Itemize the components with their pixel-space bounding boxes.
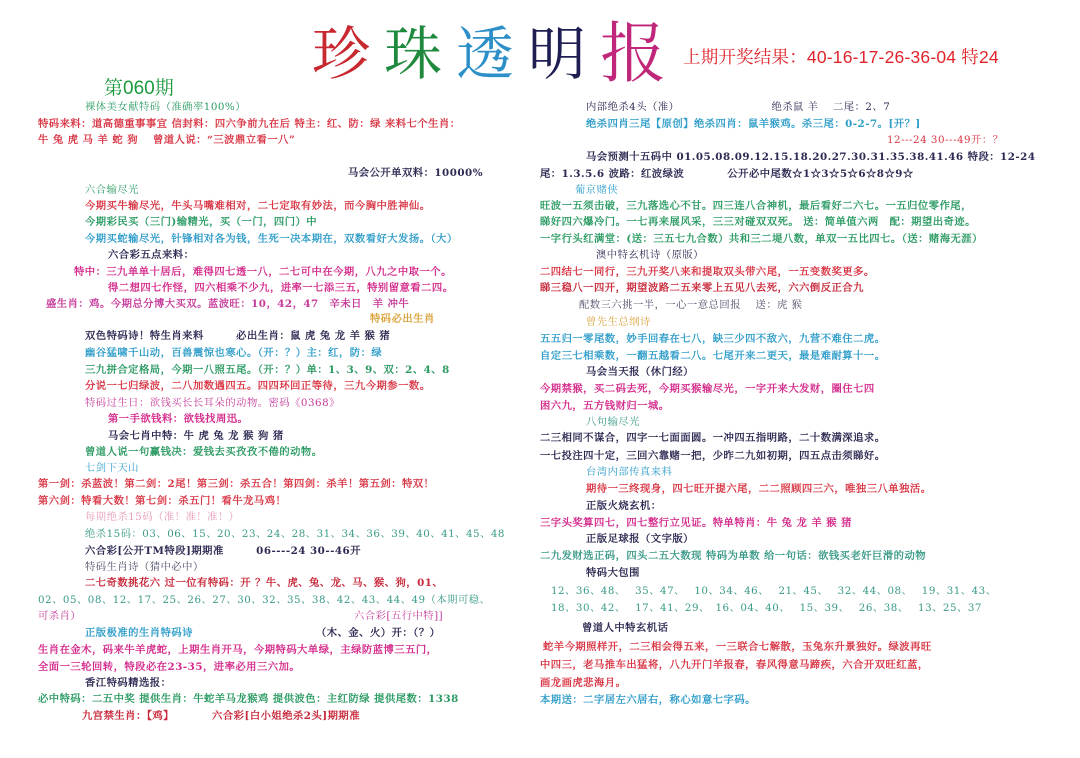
text-line: 曾道人中特玄机话 [582, 622, 669, 634]
text-line: 每期绝杀15码（准！准！准！） [85, 511, 240, 523]
text-line: 今期买蛇输尽光，针锋相对各为钱，生死一决本期在，双数看好大发扬。（大） [85, 233, 458, 245]
text-line: 旺波一五须击破，三九落选心不甘。四三连八合神机，最后看好二六七。一五归位零作尾， [540, 200, 972, 212]
text-line: 曾道人说一句赢钱决：爱钱去买孜孜不倦的动物。 [85, 446, 323, 458]
text-line: 中四三，老马推车出猛将，八九开门羊报春，春风得意马蹄疾，六合开双旺红蓝， [540, 659, 929, 671]
text-line: 澳中特玄机诗（原版） [596, 249, 704, 261]
text-line: 三九拼合定格局，今期一八照五尾。（开：？）单：1、3、9、双：2、4、8 [85, 364, 450, 376]
text-line: 自定三七相乘数，一翻五越看二八。七尾开来二更天，最是难耐算十一。 [540, 350, 886, 362]
text-line: 必中特码：二五中奖 提供生肖：牛蛇羊马龙猴鸡 提供波色：主红防绿 提供尾数：1338 [38, 693, 459, 705]
text-line: 全面一三轮回转，特段必在23-35，进率必用三六加。 [38, 661, 301, 673]
text-line: 香江特码精选报： [85, 677, 172, 689]
text-line: 一字行头红满堂：(送：三五七九合数）共和三二堤八数，单双一五比四七。（送：赌海无涯） [540, 233, 983, 245]
title-char-2: 珠 [384, 20, 443, 88]
text-line: 幽谷猛啸千山动，百兽震惊也寒心。（开：？）主：红，防：绿 [85, 347, 383, 359]
text-line: 困六九，五方钱财归一城。 [540, 400, 670, 412]
text-line: 12---24 30---49开：？ [887, 134, 1004, 146]
text-line: 蛇羊今期照样开，二三相会得五来，一三联合七解散，玉兔东升景独好。绿波再旺 [543, 641, 932, 653]
text-line: 正版极准的生肖特码诗 [85, 627, 193, 639]
title-char-3: 透 [456, 20, 515, 88]
text-line: 盛生肖：鸡。今期总分博大买双。蓝波旺：10，42，47 辛未日 羊 冲牛 [46, 298, 410, 310]
text-line: 内部绝杀4头（准） 绝杀鼠 羊 二尾：2、7 [586, 101, 891, 113]
text-line: 葡京赌侠 [575, 184, 619, 196]
text-line: 睇好四六爆冷门。一七再来展风采，三三对碰双双死。 送：简单值六两 配：期望出奇迹。 [540, 216, 976, 228]
text-line: 正版足球报（文字版） [586, 533, 694, 545]
text-line: 绝杀15码：03、06、15、20、23、24、28、31、34、36、39、40、41、45、48 [85, 528, 505, 540]
title-char-1: 珍 [312, 20, 371, 88]
text-line: 18、30、42、 17、41、29、 16、04、40、 15、39、 26、38、 13、25、37 [551, 602, 982, 614]
text-line: 六合输尽光 [85, 184, 139, 196]
text-line: 二四结七一同行，三九开奖八来和提取双头带六尾，一五变数奖更多。 [540, 266, 875, 278]
text-line: 特码大包围 [586, 567, 640, 579]
text-line: 二三相同不谋合，四字一七面面圆。一冲四五指明路，二十数满深追求。 [540, 432, 886, 444]
text-line: 尾：1.3.5.6 波路：红波绿波 公开必中尾数☆1☆3☆5☆6☆8☆9☆ [540, 168, 914, 180]
text-line: 六合彩[公开TM特段]期期准 06----24 30--46开 [85, 545, 362, 557]
text-line: 得二想四七作怪，四六相乘不少九，进率一七添三五，特别留意看二四。 [108, 282, 454, 294]
text-line: 三字头奖算四七，四七整行立见证。特单特肖：牛 兔 龙 羊 猴 猪 [540, 517, 852, 529]
masthead-title [312, 15, 667, 92]
text-line: 可杀肖） [38, 610, 82, 622]
text-line: 台湾内部传真来料 [586, 466, 673, 478]
text-line: （木、金、火）开：（？） [316, 627, 441, 639]
text-line: 第一手欲钱料：欲钱找周迅。 [108, 413, 249, 425]
text-line: 正版火烧玄机： [586, 500, 662, 512]
text-line: 特码生肖诗（猜中必中） [85, 561, 204, 573]
text-line: 今期彩民买（三门)输精光，买（一门，四门）中 [85, 216, 318, 228]
text-line: 特中：三九单单十居后，难得四七透一八，二七可中在今期，八九之中取一个。 [74, 266, 452, 278]
title-char-4: 明 [528, 20, 587, 88]
text-line: 本期送：二字居左六居右，称心如意七字码。 [540, 694, 756, 706]
text-line: 牛 兔 虎 马 羊 蛇 狗 曾道人说：“三波鼎立看一八” [38, 134, 296, 146]
text-line: 今期禁猴，买二码去死，今期买猴输尽光，一字开来大发财，圈住七四 [540, 383, 875, 395]
text-line: 六合彩五点来料： [108, 249, 195, 261]
text-line: 02、05、08、12、17、25、26、27、30、32、35、38、42、43、44、49（本期可稳、 [38, 594, 491, 606]
text-line: 今期买牛输尽光，牛头马嘴难相对，二七定取有妙法，而今胸中胜神仙。 [85, 200, 431, 212]
text-line: 曾先生总纲诗 [586, 316, 651, 328]
text-line: 马会七肖中特：牛 虎 兔 龙 猴 狗 猪 [108, 430, 284, 442]
text-line: 马会预测十五码中 01.05.08.09.12.15.18.20.27.30.31.35.38.41.46 特段：12-24 [586, 151, 1036, 163]
text-line: 裸体美女献特码（准确率100%） [85, 101, 246, 113]
text-line: 九宫禁生肖：【鸡】 六合彩[白小姐绝杀2头]期期准 [82, 710, 361, 722]
last-draw-result: 上期开奖结果：40-16-17-26-36-04 特24 [683, 47, 999, 67]
text-line: 马会公开单双料：10000% [348, 167, 483, 179]
text-line: 分说一七归绿波，二八加数遇四五。四四环回正等待，三九今期参一数。 [85, 380, 431, 392]
text-line: 八句输尽光 [586, 416, 640, 428]
text-line: 七剑下天山 [85, 462, 139, 474]
text-line: 六合彩[五行中特]] [354, 610, 444, 622]
text-line: 睇三稳八一四开，期望波路二五来零上五见八去死，六六倒反正合九 [540, 282, 864, 294]
text-line: 二七奇数挑花六 过一位有特码：开 ？牛、虎、兔、龙、马、猴、狗，01、 [85, 577, 444, 589]
text-line: 五五归一零尾数，妙手回春在七八，缺三少四不敌六，九营不难住二虎。 [540, 333, 886, 345]
text-line: 一七投注四十定，三回六靠赌一把，少昨二九如初期，四五点击须睇好。 [540, 450, 886, 462]
issue-number: 第060期 [104, 78, 174, 99]
text-line: 第一剑：杀蓝波！第二剑：2尾！第三剑：杀五合！第四剑：杀羊！第五剑：特双！ [38, 478, 435, 490]
text-line: 绝杀四肖三尾【原创】绝杀四肖：鼠羊猴鸡。杀三尾：0-2-7。[开？] [586, 118, 921, 130]
title-char-5: 报 [600, 15, 667, 92]
text-line: 画龙画虎悲海月。 [540, 677, 627, 689]
text-line: 特码过生日：欲钱买长长耳朵的动物。密码《0368》 [85, 397, 340, 409]
text-line: 生肖在金木，码来牛羊虎蛇，上期生肖开马，今期特码大单绿，主绿防蓝博三五门， [38, 644, 438, 656]
text-line: 12、36、48、 35、47、 10、34、46、 21、45、 32、44、08、 19、31、43、 [551, 585, 997, 597]
text-line: 特码必出生肖 [370, 313, 435, 325]
text-line: 配数三六挑一半，一心一意总回报 送：虎 猴 [579, 299, 803, 311]
text-line: 马会当天报（休门经） [586, 366, 694, 378]
text-line: 第六剑：特看大数！第七剑：杀五门！看牛龙马鸡！ [38, 495, 287, 507]
text-line: 双色特码诗！特生肖来料 必出生肖：鼠 虎 兔 龙 羊 猴 猪 [85, 330, 391, 342]
text-line: 二九发财选正码，四头二五大数现 特码为单数 给一句话：欲钱买老奸巨滑的动物 [540, 550, 927, 562]
text-line: 特码来料：道高德重事事宜 信封料：四六争前九在后 特主：红、防：绿 来料七个生肖： [38, 118, 461, 130]
text-line: 期待一三终现身，四七旺开提六尾，二二照顾四三六，唯独三八单独活。 [586, 483, 932, 495]
